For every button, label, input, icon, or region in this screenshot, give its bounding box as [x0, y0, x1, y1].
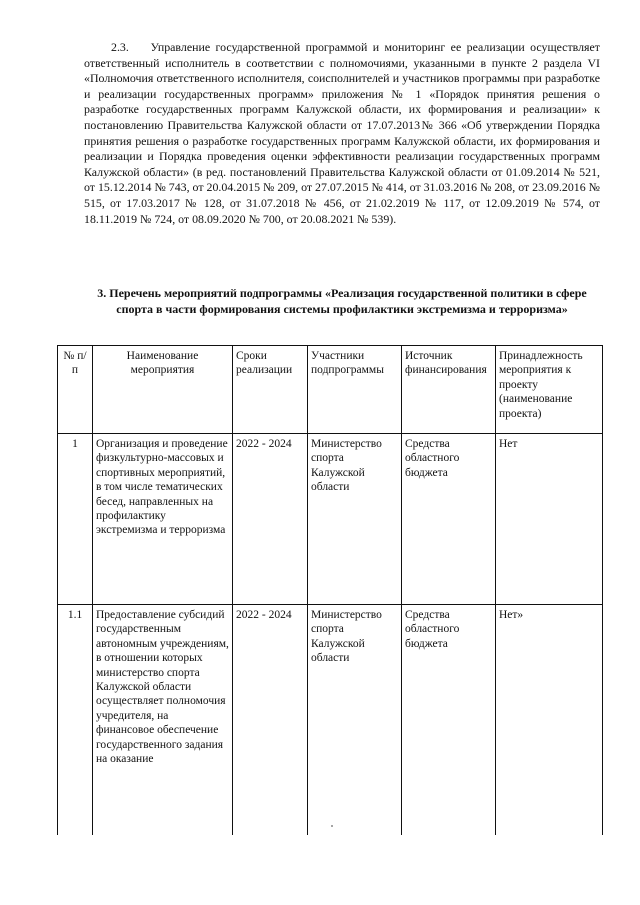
- cell-name: Предоставление субсидий государственным автономным учреждениям, в отношении которых министерство спорта Калужской области осуществляет полномочия учредителя, на финансовое обеспечение государственного задания на оказание: [93, 605, 233, 835]
- table-header-row: [58, 346, 603, 434]
- cell-name: Организация и проведение физкультурно-массовых и спортивных мероприятий, в том числе тематических бесед, направленных на профилактику экстремизма и терроризма: [93, 434, 233, 605]
- cell-project: Нет: [496, 434, 603, 605]
- cell-source: Средства областного бюджета: [402, 434, 496, 605]
- table-row: [58, 434, 603, 605]
- section-heading: 3. Перечень мероприятий подпрограммы «Реализация государственной политики в сфере спорта в части формирования системы профилактики экстремизма и терроризма»: [97, 286, 587, 316]
- table-row: [58, 605, 603, 835]
- header-name: Наименование мероприятия: [93, 346, 233, 434]
- header-source: Источник финансирования: [402, 346, 496, 434]
- header-project: Принадлежность мероприятия к проекту (наименование проекта): [496, 346, 603, 434]
- cell-source: Средства областного бюджета: [402, 605, 496, 835]
- cell-project: Нет»: [496, 605, 603, 835]
- measures-table: [57, 345, 603, 835]
- cell-num: 1: [58, 434, 93, 605]
- cell-participants: Министерство спорта Калужской области: [308, 434, 402, 605]
- cell-participants: Министерство спорта Калужской области: [308, 605, 402, 835]
- scan-speck: [331, 825, 333, 827]
- header-period: Сроки реализации: [233, 346, 308, 434]
- paragraph-number: 2.3.: [111, 40, 129, 54]
- paragraph-text: Управление государственной программой и мониторинг ее реализации осуществляет ответственный исполнитель в соответствии с полномочиями, указанными в пункте 2 раздела VI «Полномочия ответственного исполнителя, соисполнителей и участников программы при разработке и реализации государственных программ» приложения № 1 «Порядок принятия решения о разработке государственных программ Калужской области, их формирования и реализации» к постановлению Правительства Калужской области от 17.07.2013№ 366 «Об утверждении Порядка принятия решения о разработке государственных программ Калужской области, их формирования и реализации и Порядка проведения оценки эффективности реализации государственных программ Калужской области» (в ред. постановлений Правительства Калужской области от 01.09.2014 № 521, от 15.12.2014 № 743, от 20.04.2015 № 209, от 27.07.2015 № 414, от 31.03.2016 № 208, от 23.09.2016 № 515, от 17.03.2017 № 128, от 31.07.2018 № 456, от 21.02.2019 № 117, от 12.09.2019 № 574, от 18.11.2019 № 724, от 08.09.2020 № 700, от 20.08.2021 № 539).: [84, 40, 600, 226]
- cell-num: 1.1: [58, 605, 93, 835]
- header-num: № п/п: [58, 346, 93, 434]
- cell-period: 2022 - 2024: [233, 605, 308, 835]
- paragraph-2-3: [84, 40, 600, 227]
- cell-period: 2022 - 2024: [233, 434, 308, 605]
- header-participants: Участники подпрограммы: [308, 346, 402, 434]
